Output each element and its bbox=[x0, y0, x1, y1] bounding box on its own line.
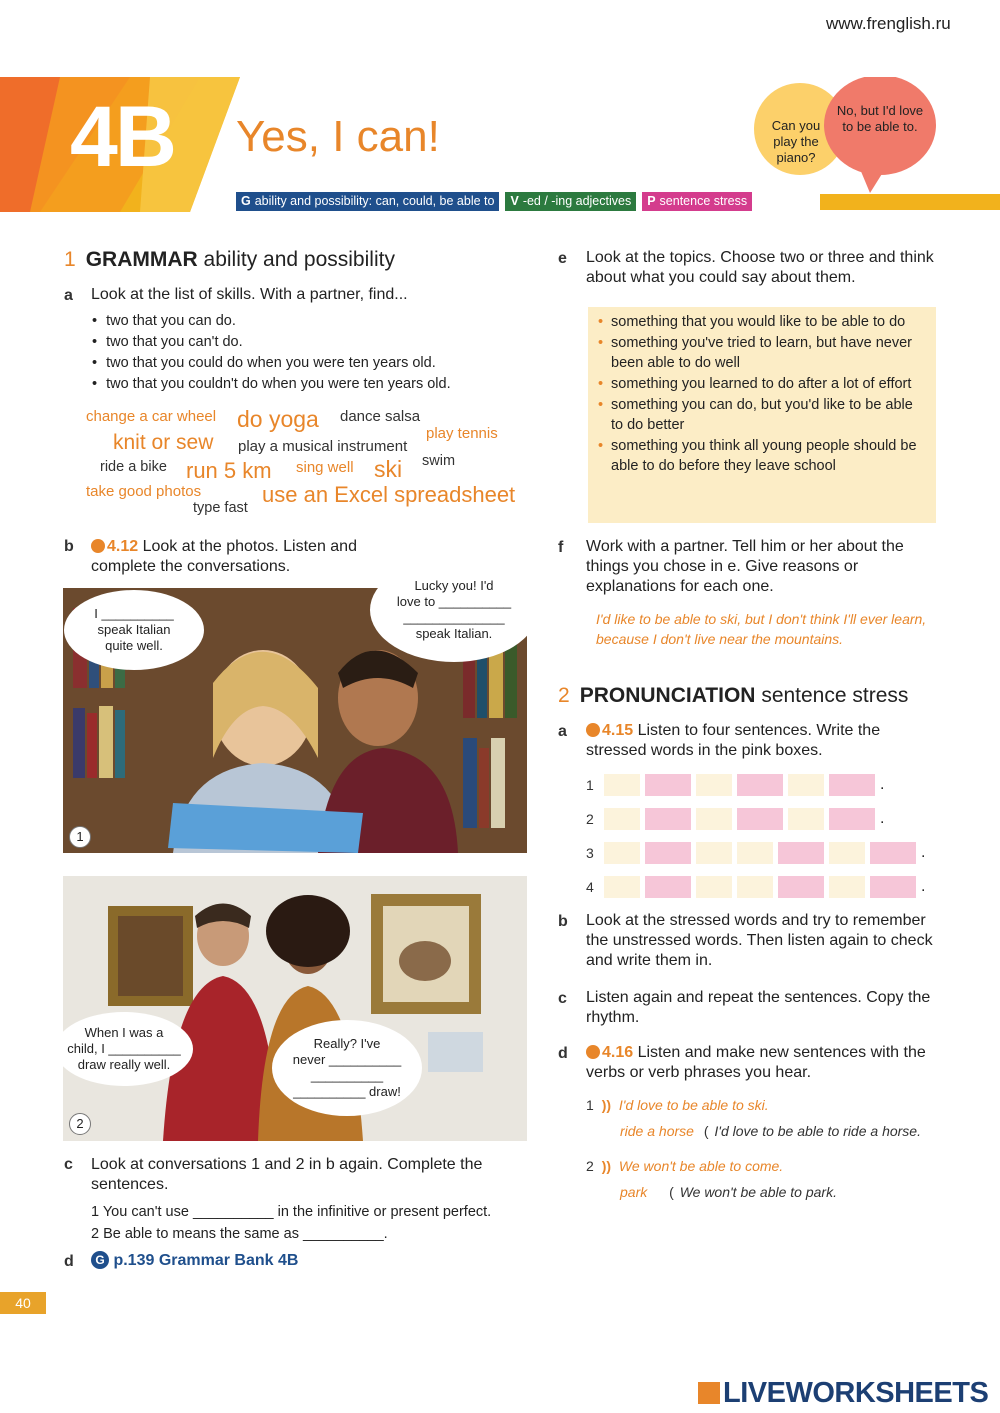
tag-grammar: G ability and possibility: can, could, be able to bbox=[236, 192, 499, 211]
skill-word: swim bbox=[422, 453, 456, 469]
skill-word: type fast bbox=[193, 500, 248, 516]
stressed-box[interactable] bbox=[829, 808, 875, 830]
example-2-answer: park ( We won't be able to park. bbox=[620, 1184, 837, 1200]
unstressed-box[interactable] bbox=[788, 808, 824, 830]
stressed-box[interactable] bbox=[829, 774, 875, 796]
stress-row: 4 . bbox=[586, 876, 925, 898]
skill-word: dance salsa bbox=[340, 408, 421, 425]
section-pronunciation-title: 2 PRONUNCIATION sentence stress bbox=[558, 684, 909, 707]
audio-track[interactable]: 4.15 bbox=[602, 722, 634, 739]
unstressed-box[interactable] bbox=[696, 808, 732, 830]
item-letter-c: c bbox=[558, 990, 567, 1007]
item-letter-c: c bbox=[64, 1156, 73, 1173]
example-2-prompt: 2 )) We won't be able to come. bbox=[586, 1158, 784, 1174]
skill-word: sing well bbox=[296, 459, 354, 476]
photo-number: 1 bbox=[69, 826, 91, 848]
unstressed-box[interactable] bbox=[829, 876, 865, 898]
example-1-prompt: 1 )) I'd love to be able to ski. bbox=[586, 1097, 769, 1113]
audio-track[interactable]: 4.12 bbox=[107, 538, 139, 555]
site-url: www.frenglish.ru bbox=[826, 14, 951, 33]
speaker-icon: )) bbox=[601, 1158, 612, 1174]
item-letter-f: f bbox=[558, 539, 564, 556]
right-f-instruction: Work with a partner. Tell him or her about the things you chose in e. Give reasons or explanations for each one. bbox=[586, 538, 904, 595]
skill-word: ski bbox=[374, 456, 403, 482]
speaker-icon: )) bbox=[601, 1097, 612, 1113]
right-e-instruction: Look at the topics. Choose two or three and think about what you could say about them. bbox=[586, 249, 934, 286]
list-item: • two that you couldn't do when you were ten years old. bbox=[92, 374, 532, 395]
grammar-c-instruction: Look at conversations 1 and 2 in b again. Complete the sentences. bbox=[91, 1156, 483, 1193]
stressed-box[interactable] bbox=[737, 774, 783, 796]
tag-vocabulary: V -ed / -ing adjectives bbox=[505, 192, 636, 211]
pron-c-instruction: Listen again and repeat the sentences. Copy the rhythm. bbox=[586, 989, 931, 1026]
unstressed-box[interactable] bbox=[737, 876, 773, 898]
list-item: 2 Be able to means the same as __________. bbox=[91, 1226, 388, 1242]
topic-item: • something you learned to do after a lot of effort bbox=[598, 374, 926, 394]
speech-bubble-photo1-left: I __________ speak Italian quite well. bbox=[64, 590, 204, 670]
grammar-bank-icon: G bbox=[91, 1251, 109, 1269]
page-number: 40 bbox=[0, 1292, 46, 1314]
list-item: • two that you can do. bbox=[92, 311, 532, 332]
logo-icon bbox=[698, 1382, 720, 1404]
unit-number: 4B bbox=[70, 89, 174, 185]
skill-word: do yoga bbox=[237, 406, 319, 432]
speech-bubble-photo2-left: When I was a child, I __________ draw really well. bbox=[55, 1012, 193, 1086]
unit-title: Yes, I can! bbox=[236, 112, 440, 161]
list-item: • two that you can't do. bbox=[92, 332, 532, 353]
item-letter-b: b bbox=[64, 538, 74, 555]
example-1-answer: ride a horse ( I'd love to be able to ride a horse. bbox=[620, 1123, 921, 1139]
audio-icon[interactable] bbox=[91, 539, 105, 553]
unstressed-box[interactable] bbox=[604, 876, 640, 898]
unstressed-box[interactable] bbox=[696, 774, 732, 796]
skill-word: ride a bike bbox=[100, 459, 167, 475]
unstressed-box[interactable] bbox=[788, 774, 824, 796]
pron-b-instruction: Look at the stressed words and try to remember the unstressed words. Then listen again to check and write them in. bbox=[586, 912, 933, 969]
unstressed-box[interactable] bbox=[696, 876, 732, 898]
grammar-c-items bbox=[91, 1201, 531, 1245]
section-grammar-title: 1 GRAMMAR ability and possibility bbox=[64, 248, 395, 271]
stressed-box[interactable] bbox=[870, 876, 916, 898]
photo-number: 2 bbox=[69, 1113, 91, 1135]
speech-bubble-answer: No, but I'd love to be able to. bbox=[836, 103, 924, 134]
item-letter-a: a bbox=[558, 723, 567, 740]
stressed-box[interactable] bbox=[645, 842, 691, 864]
pron-d-instruction: 4.16 Listen and make new sentences with the verbs or verb phrases you hear. bbox=[586, 1044, 926, 1081]
stressed-box[interactable] bbox=[778, 876, 824, 898]
grammar-b-instruction: 4.12 Look at the photos. Listen and complete the conversations. bbox=[91, 538, 357, 575]
stress-row: 3 . bbox=[586, 842, 925, 864]
example-sentence: I'd like to be able to ski, but I don't think I'll ever learn, because I don't live near the mountains. bbox=[596, 611, 927, 647]
list-item: 1 You can't use __________ in the infinitive or present perfect. bbox=[91, 1204, 492, 1220]
skill-word: use an Excel spreadsheet bbox=[262, 482, 516, 507]
skill-word: play tennis bbox=[426, 425, 498, 442]
unstressed-box[interactable] bbox=[829, 842, 865, 864]
stressed-box[interactable] bbox=[645, 876, 691, 898]
grammar-bank-link[interactable]: G p.139 Grammar Bank 4B bbox=[91, 1251, 298, 1270]
audio-icon[interactable] bbox=[586, 1045, 600, 1059]
list-item: • two that you could do when you were ten years old. bbox=[92, 353, 532, 374]
grammar-a-instruction: Look at the list of skills. With a partner, find... bbox=[91, 286, 408, 303]
pron-a-instruction: 4.15 Listen to four sentences. Write the stressed words in the pink boxes. bbox=[586, 722, 881, 759]
stressed-box[interactable] bbox=[870, 842, 916, 864]
grammar-a-bullets bbox=[92, 311, 532, 395]
unstressed-box[interactable] bbox=[604, 774, 640, 796]
stress-row: 2 . bbox=[586, 808, 925, 830]
skill-word: knit or sew bbox=[113, 431, 214, 454]
speech-bubble-question: Can you play the piano? bbox=[771, 118, 821, 165]
audio-icon[interactable] bbox=[586, 723, 600, 737]
skill-word: change a car wheel bbox=[86, 408, 217, 425]
stress-row: 1 . bbox=[586, 774, 925, 796]
item-letter-a: a bbox=[64, 287, 73, 304]
unstressed-box[interactable] bbox=[737, 842, 773, 864]
skill-word: take good photos bbox=[86, 483, 202, 500]
stressed-box[interactable] bbox=[737, 808, 783, 830]
audio-track[interactable]: 4.16 bbox=[602, 1044, 634, 1061]
topic-item: • something you think all young people should be able to do before they leave school bbox=[598, 436, 926, 476]
stressed-box[interactable] bbox=[645, 774, 691, 796]
item-letter-e: e bbox=[558, 250, 567, 267]
item-letter-d: d bbox=[558, 1045, 568, 1062]
stressed-box[interactable] bbox=[778, 842, 824, 864]
item-letter-d: d bbox=[64, 1253, 74, 1270]
topic-item: • something you can do, but you'd like to be able to do better bbox=[598, 395, 926, 435]
skill-word: play a musical instrument bbox=[238, 438, 408, 455]
unstressed-box[interactable] bbox=[604, 842, 640, 864]
topic-item: • something that you would like to be able to do bbox=[598, 312, 926, 332]
topic-item: • something you've tried to learn, but have never been able to do well bbox=[598, 333, 926, 373]
skill-word: run 5 km bbox=[186, 458, 272, 483]
focus-tags bbox=[236, 192, 752, 211]
stressed-box[interactable] bbox=[645, 808, 691, 830]
tag-pronunciation: P sentence stress bbox=[642, 192, 752, 211]
topics-box bbox=[588, 307, 936, 523]
speech-bubble-photo1-right: Lucky you! I'd love to __________ ______________ speak Italian. bbox=[370, 558, 538, 662]
item-letter-b: b bbox=[558, 913, 568, 930]
brand-logo[interactable]: LIVEWORKSHEETS bbox=[698, 1377, 988, 1410]
unstressed-box[interactable] bbox=[696, 842, 732, 864]
speech-bubble-photo2-right: Really? I've never __________ __________ __________ draw! bbox=[272, 1020, 422, 1116]
unstressed-box[interactable] bbox=[604, 808, 640, 830]
stress-rows bbox=[586, 774, 925, 898]
